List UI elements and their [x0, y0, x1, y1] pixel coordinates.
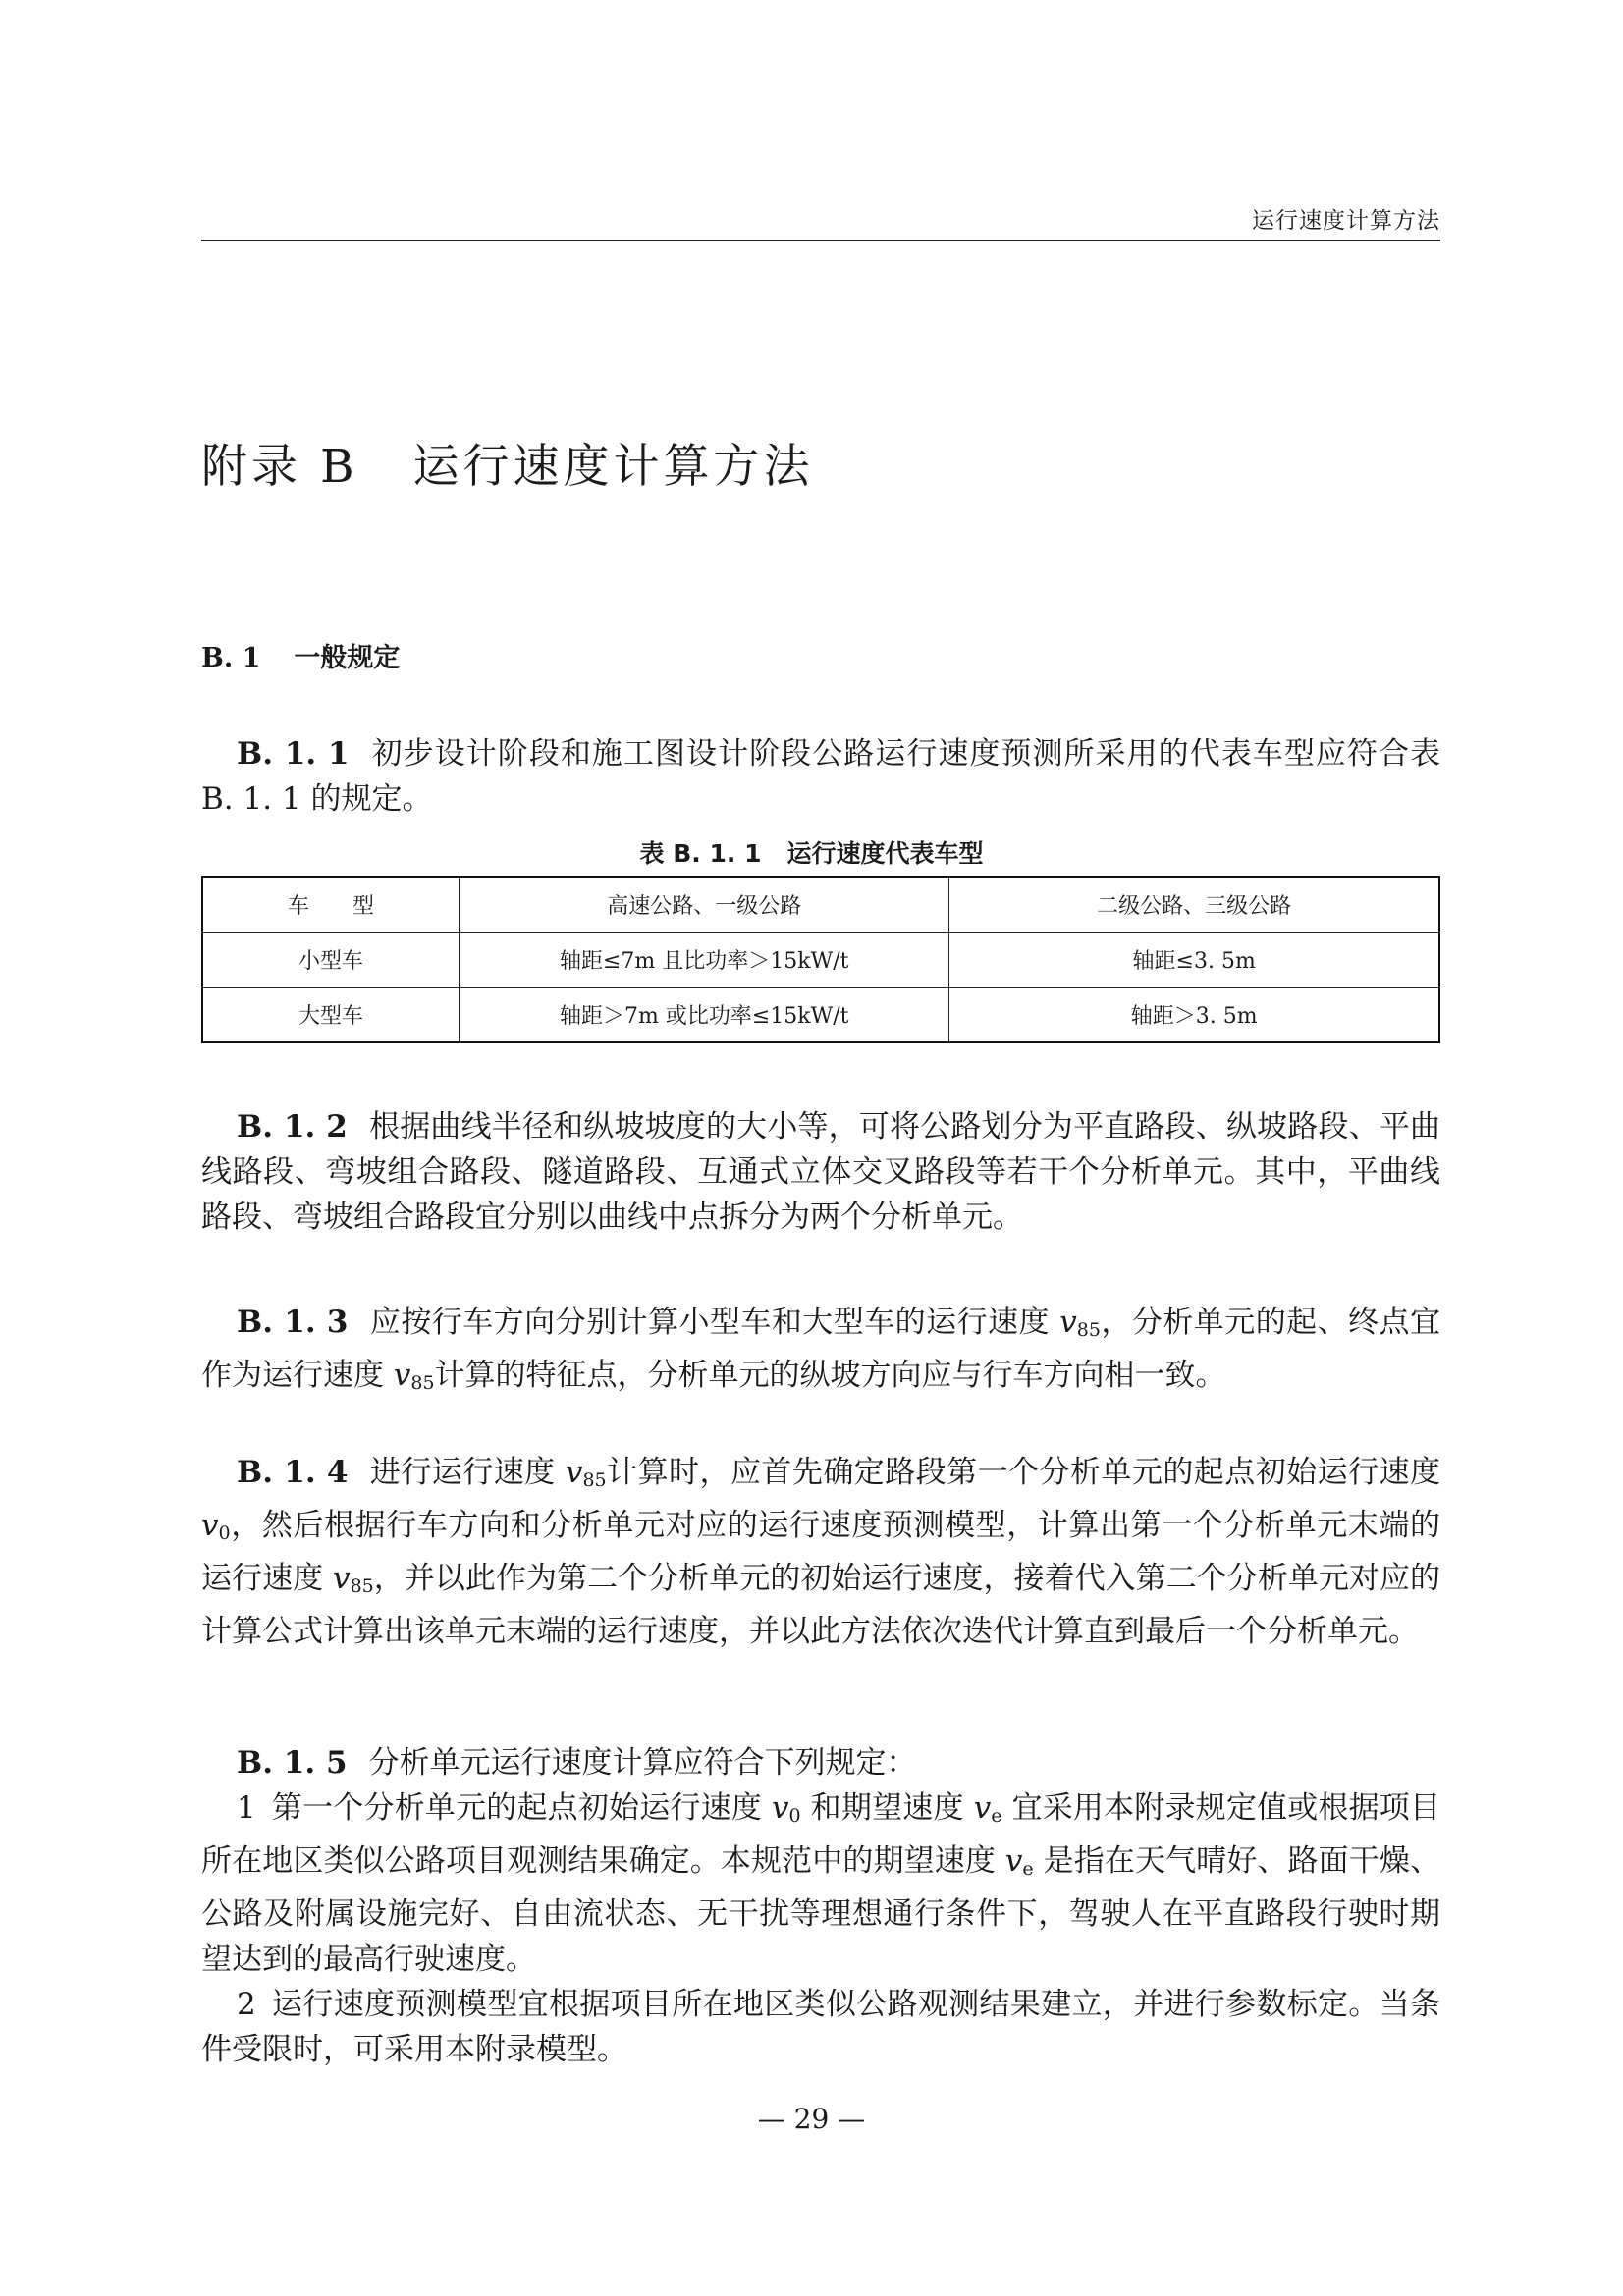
- speed-symbol: v: [201, 1508, 219, 1543]
- speed-symbol: v: [772, 1790, 789, 1826]
- clause-number: B. 1. 4: [237, 1455, 349, 1490]
- clause-text: ，分析单元的起、终点宜作为运行速度: [201, 1305, 1440, 1393]
- clause-number: B. 1. 2: [237, 1109, 348, 1145]
- item-number: 2: [237, 1987, 256, 2022]
- clause-text: 计算时，应首先确定路段第一个分析单元的起点初始运行速度: [606, 1455, 1441, 1490]
- clause-b112: [201, 1104, 1440, 1240]
- table-caption-number: 表 B. 1. 1: [639, 839, 762, 868]
- clause-text: ，并以此作为第二个分析单元的初始运行速度，接着代入第二个分析单元对应的计算公式计算出该单元末端的运行速度，并以此方法依次迭代计算直到最后一个分析单元。: [201, 1561, 1441, 1649]
- clause-b115: [201, 1740, 1440, 2072]
- clause-b111: [201, 731, 1440, 822]
- table-cell: 轴距＞7m 或比功率≤15kW/t: [460, 988, 949, 1043]
- table-header-cell: 车 型: [202, 877, 460, 933]
- table-cell: 轴距≤3. 5m: [949, 933, 1439, 988]
- speed-subscript: e: [1022, 1858, 1034, 1880]
- speed-symbol: v: [1004, 1843, 1023, 1879]
- vehicle-type-table: [201, 876, 1440, 1043]
- clause-text: 应按行车方向分别计算小型车和大型车的运行速度: [369, 1305, 1060, 1340]
- clause-text: 初步设计阶段和施工图设计阶段公路运行速度预测所采用的代表车型应符合表 B. 1. 1 的规定。: [201, 736, 1440, 817]
- clause-text: 进行运行速度: [369, 1455, 566, 1490]
- speed-subscript: 0: [788, 1805, 801, 1827]
- appendix-title-text: 运行速度计算方法: [412, 440, 814, 494]
- item-text: 宜采用本附录规定值或根据项目所在地区类似公路项目观测结果确定。本规范中的期望速度: [201, 1790, 1440, 1879]
- clause-number: B. 1. 3: [237, 1305, 349, 1340]
- section-heading: [201, 636, 400, 674]
- table-row: [202, 988, 1439, 1043]
- clause-number: B. 1. 5: [237, 1745, 348, 1781]
- speed-subscript: e: [991, 1805, 1002, 1827]
- speed-symbol: v: [333, 1561, 351, 1596]
- table-caption: [0, 834, 1623, 870]
- table-cell: 小型车: [202, 933, 460, 988]
- item-text: 和期望速度: [800, 1790, 974, 1826]
- clause-text: ，然后根据行车方向和分析单元对应的运行速度预测模型，计算出第一个分析单元末端的运行速度: [201, 1508, 1440, 1596]
- speed-symbol: v: [1059, 1305, 1077, 1340]
- table-header-cell: 二级公路、三级公路: [949, 877, 1439, 933]
- table-header-row: [202, 877, 1439, 933]
- section-number: B. 1: [201, 643, 261, 673]
- table-cell: 轴距≤7m 且比功率＞15kW/t: [460, 933, 949, 988]
- table-header-cell: 高速公路、一级公路: [460, 877, 949, 933]
- speed-subscript: 85: [582, 1469, 607, 1491]
- header-rule: [201, 240, 1440, 241]
- appendix-title: [201, 430, 813, 496]
- clause-text: 根据曲线半径和纵坡坡度的大小等，可将公路划分为平直路段、纵坡路段、平曲线路段、弯坡组合路段、隧道路段、互通式立体交叉路段等若干个分析单元。其中，平曲线路段、弯坡组合路段宜分别以曲线中点拆分为两个分析单元。: [201, 1109, 1441, 1235]
- item-text: 运行速度预测模型宜根据项目所在地区类似公路观测结果建立，并进行参数标定。当条件受限时，可采用本附录模型。: [201, 1987, 1440, 2067]
- item-text: 是指在天气晴好、路面干燥、公路及附属设施完好、自由流状态、无干扰等理想通行条件下，驾驶人在平直路段行驶时期望达到的最高行驶速度。: [201, 1843, 1440, 1977]
- table-cell: 轴距＞3. 5m: [949, 988, 1439, 1043]
- clause-number: B. 1. 1: [237, 736, 350, 772]
- item-number: 1: [237, 1790, 256, 1826]
- clause-text: 分析单元运行速度计算应符合下列规定：: [368, 1745, 917, 1781]
- table-caption-title: 运行速度代表车型: [786, 839, 984, 868]
- table-row: [202, 933, 1439, 988]
- speed-symbol: v: [565, 1455, 583, 1490]
- speed-subscript: 85: [1076, 1319, 1101, 1341]
- speed-subscript: 85: [410, 1372, 435, 1394]
- clause-b113: [201, 1300, 1440, 1406]
- appendix-label: 附录 B: [201, 440, 358, 494]
- speed-subscript: 85: [350, 1575, 374, 1597]
- running-header: 运行速度计算方法: [1252, 208, 1440, 234]
- clause-b114: [201, 1450, 1440, 1654]
- section-title: 一般规定: [294, 643, 401, 673]
- speed-symbol: v: [393, 1358, 411, 1393]
- page-number: — 29 —: [757, 2103, 866, 2135]
- item-text: 第一个分析单元的起点初始运行速度: [271, 1790, 773, 1826]
- table-cell: 大型车: [202, 988, 460, 1043]
- clause-text: 计算的特征点，分析单元的纵坡方向应与行车方向相一致。: [434, 1358, 1226, 1393]
- speed-subscript: 0: [218, 1522, 231, 1544]
- speed-symbol: v: [973, 1790, 992, 1826]
